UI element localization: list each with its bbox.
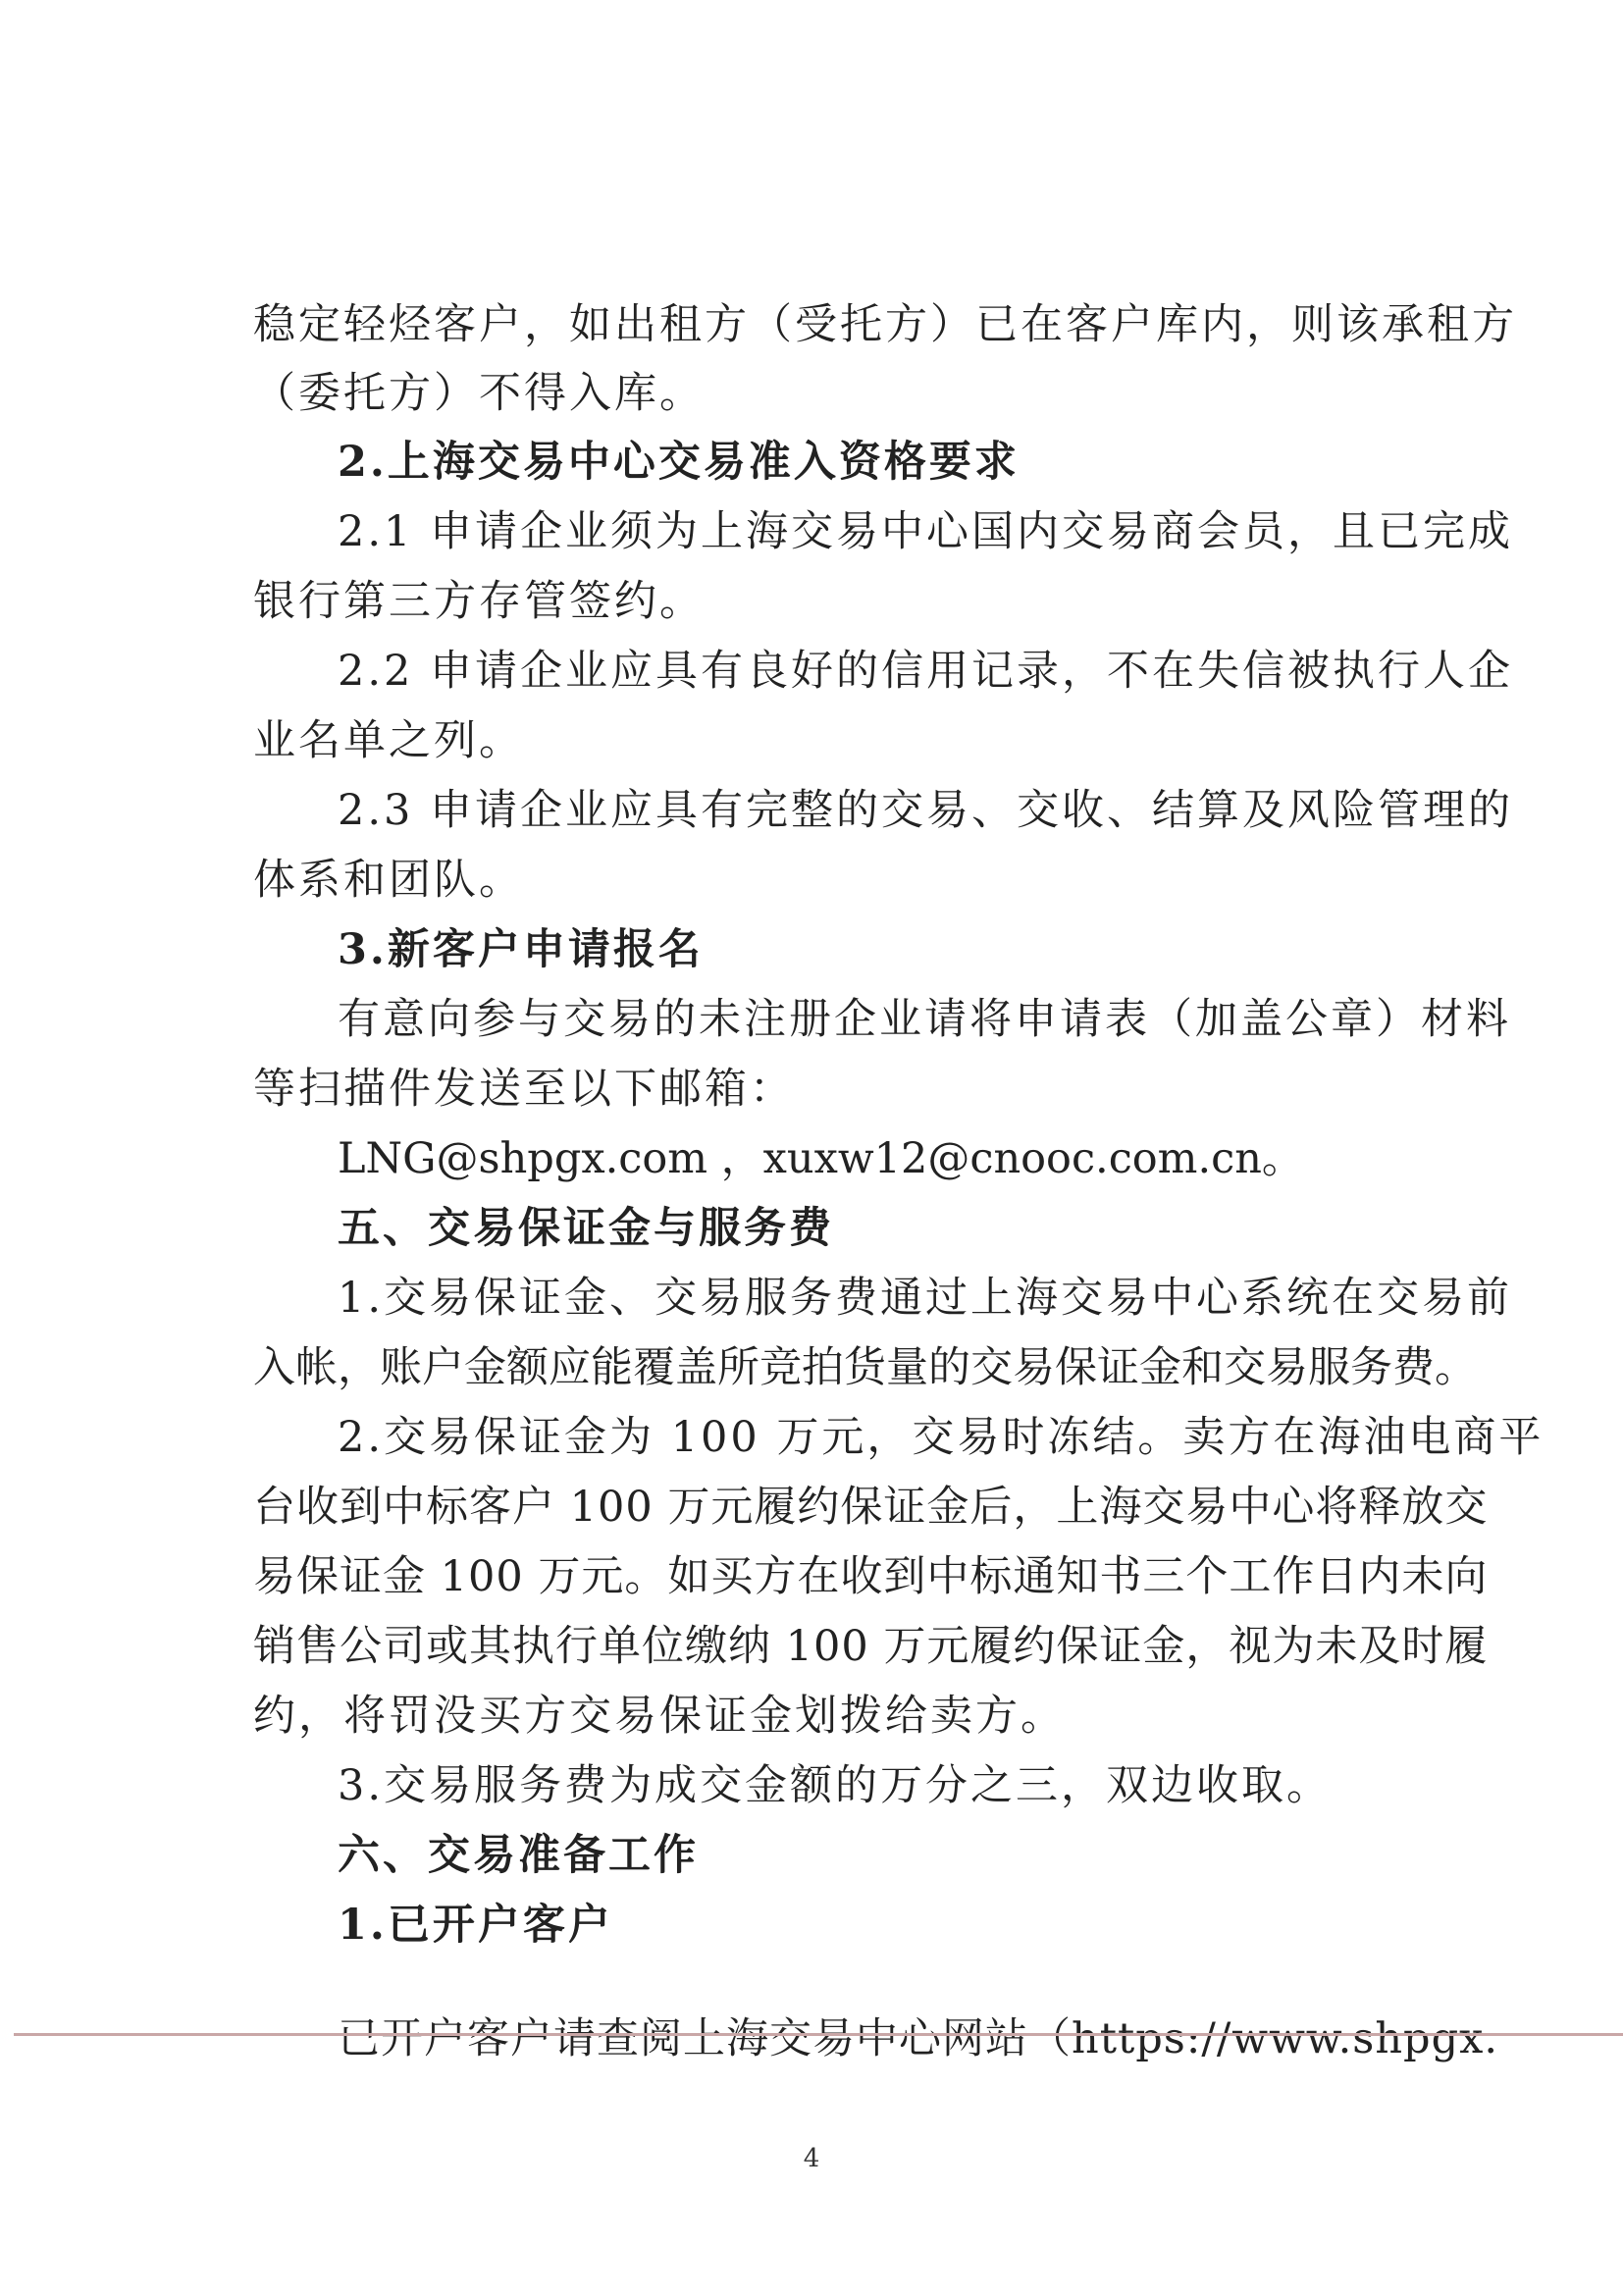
- subsection-heading: 3.新客户申请报名: [338, 925, 704, 974]
- body-text-line: （委托方）不得入库。: [253, 369, 705, 418]
- subsection-heading: 1.已开户客户: [338, 1901, 613, 1950]
- section-heading: 六、交易准备工作: [338, 1831, 699, 1880]
- body-text-line: 入帐，账户金额应能覆盖所竞拍货量的交易保证金和交易服务费。: [253, 1343, 1477, 1392]
- subsection-heading: 2.上海交易中心交易准入资格要求: [338, 438, 1020, 487]
- body-text-line: 2.交易保证金为 100 万元，交易时冻结。卖方在海油电商平: [338, 1413, 1544, 1462]
- body-text-line: 1.交易保证金、交易服务费通过上海交易中心系统在交易前: [338, 1274, 1513, 1323]
- body-text-line: 3.交易服务费为成交金额的万分之三，双边收取。: [338, 1761, 1333, 1810]
- scan-divider-line: [14, 2033, 1623, 2036]
- body-text-line: 2.3 申请企业应具有完整的交易、交收、结算及风险管理的: [338, 786, 1514, 835]
- page-number: 4: [803, 2144, 820, 2173]
- body-text-line: 有意向参与交易的未注册企业请将申请表（加盖公章）材料: [338, 995, 1511, 1044]
- body-text-line: 稳定轻烃客户，如出租方（受托方）已在客户库内，则该承租方: [253, 300, 1517, 349]
- body-text-line: 银行第三方存管签约。: [253, 577, 705, 626]
- body-text-line: 约，将罚没买方交易保证金划拨给卖方。: [253, 1692, 1066, 1741]
- body-text-line: 台收到中标客户 100 万元履约保证金后，上海交易中心将释放交: [253, 1483, 1489, 1532]
- body-text-line: 体系和团队。: [253, 856, 524, 905]
- body-text-line: 已开户客户请查阅上海交易中心网站（https://www.shpgx.: [338, 2014, 1499, 2063]
- body-text-line: 等扫描件发送至以下邮箱：: [253, 1065, 795, 1114]
- section-heading: 五、交易保证金与服务费: [338, 1204, 834, 1253]
- body-text-line: 业名单之列。: [253, 716, 524, 765]
- body-text-line: 销售公司或其执行单位缴纳 100 万元履约保证金，视为未及时履: [253, 1622, 1489, 1671]
- body-text-line: 易保证金 100 万元。如买方在收到中标通知书三个工作日内未向: [253, 1552, 1489, 1601]
- body-text-line: 2.2 申请企业应具有良好的信用记录，不在失信被执行人企: [338, 647, 1514, 696]
- email-addresses: LNG@shpgx.com ，xuxw12@cnooc.com.cn。: [338, 1134, 1304, 1183]
- body-text-line: 2.1 申请企业须为上海交易中心国内交易商会员，且已完成: [338, 507, 1514, 556]
